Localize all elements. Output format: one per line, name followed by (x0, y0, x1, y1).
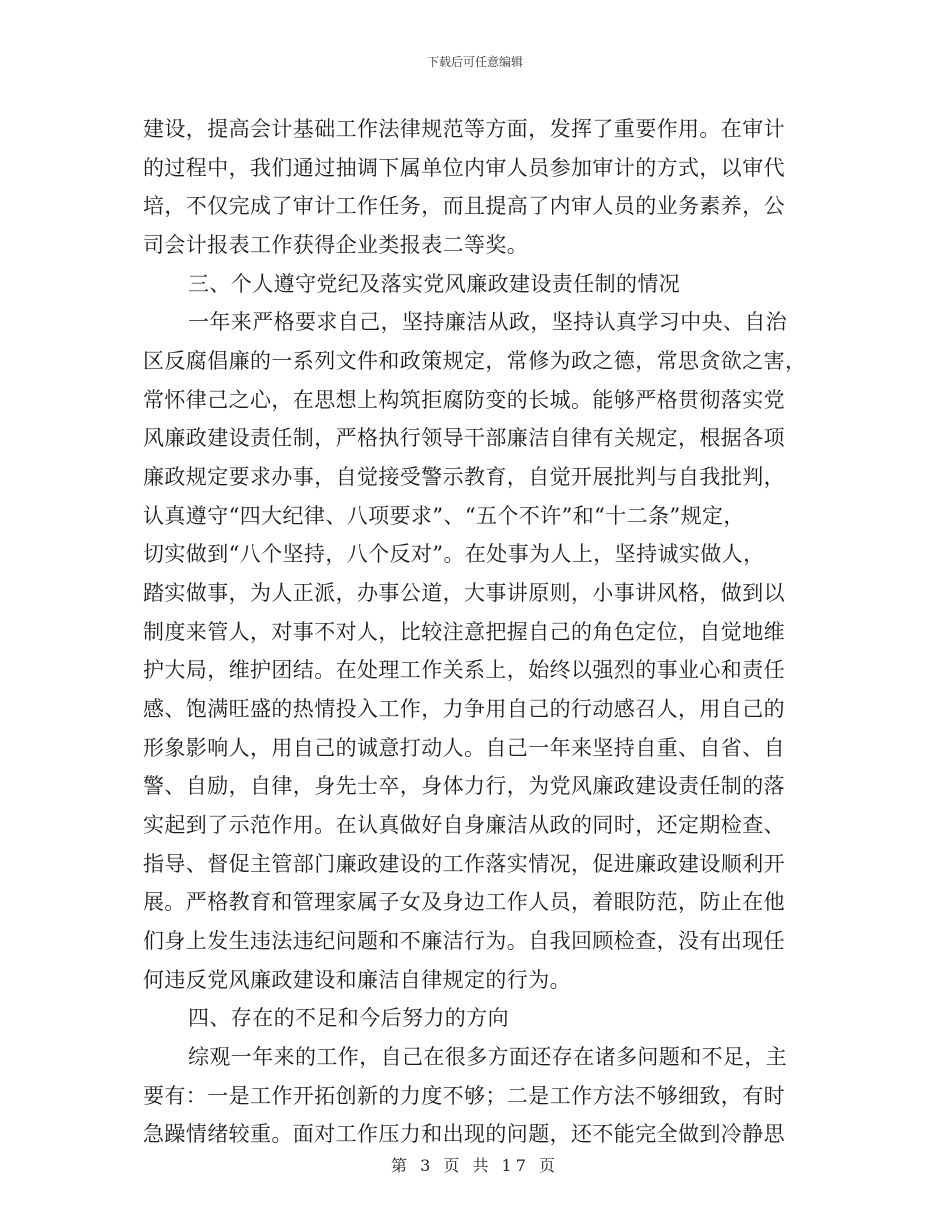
text-line: 护大局，维护团结。在处理工作关系上，始终以强烈的事业心和责任 (143, 658, 785, 682)
text-line: 们身上发生违法违纪问题和不廉洁行为。自我回顾检查，没有出现任 (143, 929, 785, 953)
page-header: 下载后可任意编辑 (426, 55, 523, 69)
text-line: 警、自励，自律，身先士卒，身体力行，为党风廉政建设责任制的落 (143, 774, 785, 798)
text-line: 的过程中，我们通过抽调下属单位内审人员参加审计的方式，以审代 (143, 156, 785, 180)
text-line: 司会计报表工作获得企业类报表二等奖。 (143, 233, 529, 257)
section-heading: 四、存在的不足和今后努力的方向 (188, 1006, 509, 1030)
text-line: 指导、督促主管部门廉政建设的工作落实情况，促进廉政建设顺利开 (143, 852, 785, 876)
text-line: 廉政规定要求办事，自觉接受警示教育，自觉开展批判与自我批判， (143, 465, 785, 489)
text-line: 形象影响人，用自己的诚意打动人。自己一年来坚持自重、自省、自 (143, 736, 785, 760)
text-line: 常怀律己之心，在思想上构筑拒腐防变的长城。能够严格贯彻落实党 (143, 388, 785, 412)
text-line: 何违反党风廉政建设和廉洁自律规定的行为。 (143, 968, 571, 992)
text-line: 踏实做事，为人正派，办事公道，大事讲原则，小事讲风格，做到以 (143, 581, 785, 605)
text-line: 一年来严格要求自己，坚持廉洁从政，坚持认真学习中央、自治 (188, 310, 788, 334)
text-line: 风廉政建设责任制，严格执行领导干部廉洁自律有关规定，根据各项 (143, 426, 785, 450)
text-line: 制度来管人，对事不对人，比较注意把握自己的角色定位，自觉地维 (143, 620, 785, 644)
text-line: 建设，提高会计基础工作法律规范等方面，发挥了重要作用。在审计 (143, 117, 785, 141)
text-line: 要有：一是工作开拓创新的力度不够；二是工作方法不够细致，有时 (143, 1084, 785, 1108)
text-line: 实起到了示范作用。在认真做好自身廉洁从政的同时，还定期检查、 (143, 813, 785, 837)
text-line: 感、饱满旺盛的热情投入工作，力争用自己的行动感召人，用自己的 (143, 697, 785, 721)
text-line: 切实做到“八个坚持，八个反对”。在处事为人上，坚持诚实做人， (143, 542, 765, 566)
text-line: 急躁情绪较重。面对工作压力和出现的问题，还不能完全做到冷静思 (143, 1122, 785, 1146)
text-line: 区反腐倡廉的一系列文件和政策规定，常修为政之德，常思贪欲之害， (143, 349, 807, 373)
page-number-footer: 第 3 页 共 17 页 (391, 1156, 559, 1175)
text-line: 综观一年来的工作，自己在很多方面还存在诸多问题和不足，主 (188, 1045, 788, 1069)
text-line: 培，不仅完成了审计工作任务，而且提高了内审人员的业务素养，公 (143, 194, 785, 218)
text-line: 认真遵守“四大纪律、八项要求”、“五个不许”和“十二条”规定， (143, 504, 745, 528)
section-heading: 三、个人遵守党纪及落实党风廉政建设责任制的情况 (188, 272, 681, 296)
text-line: 展。严格教育和管理家属子女及身边工作人员，着眼防范，防止在他 (143, 890, 785, 914)
